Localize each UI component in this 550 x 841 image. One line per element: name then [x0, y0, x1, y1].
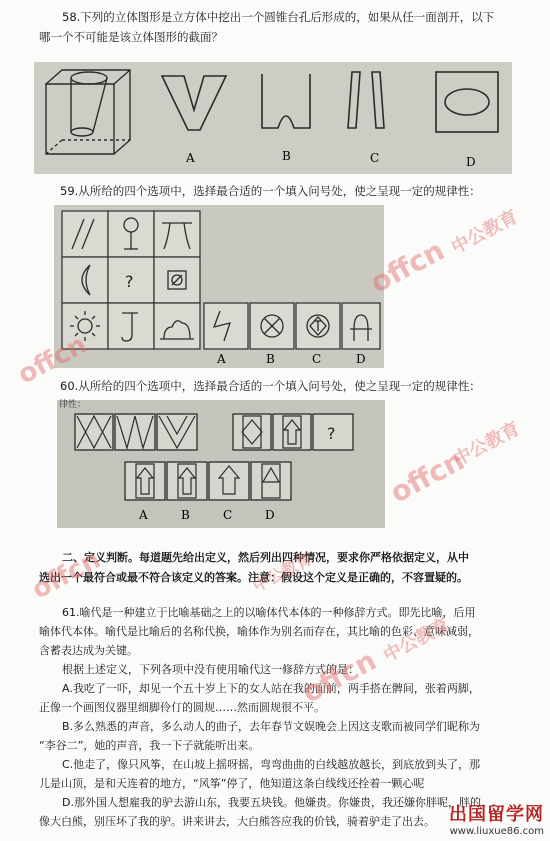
watermark-offcn: offcn — [296, 643, 382, 710]
site-logo[interactable] — [449, 800, 544, 837]
cube-with-hole-drawing — [46, 70, 130, 154]
watermark-brand: 中公教育 — [447, 206, 522, 259]
q61-option-d-line2: 像大白熊，别压坏了我的驴。讲来讲去，大白熊答应我的价钱，骑着驴走了出去。 — [39, 815, 435, 828]
q61-p1-line1: 61.喻代是一种建立于比喻基础之上的以喻体代本体的一种修辞方式。即先比喻，后用 — [62, 606, 476, 619]
watermark-offcn: offcn — [13, 329, 92, 391]
q61-option-d-line1: D.那外国人想雇我的驴去游山东，我要五块钱。他嫌贵。你嫌贵，我还嫌你胖呢，胖的 — [62, 796, 481, 809]
q59-option-a-label: A — [217, 352, 226, 366]
q61-option-c-line1: C.他走了，像只风筝，在山坡上摇呀摇，弯弯曲曲的白线越放越长，到底放到头了，那 — [62, 758, 481, 771]
watermark-brand: 中公教育 — [449, 418, 524, 471]
option-c-shape — [348, 72, 384, 128]
q60-option-b-label: B — [181, 508, 190, 522]
q60-option-a-label: A — [139, 508, 148, 522]
watermark-brand: 中公教育 — [379, 614, 454, 667]
q61-option-b-line2: “李谷二”，她的声音，我一下子就能听出来。 — [39, 739, 260, 752]
option-b-shape — [262, 74, 310, 128]
watermark-offcn: offcn — [27, 544, 106, 606]
watermark-offcn: offcn — [384, 443, 470, 510]
q59-option-c-label: C — [312, 352, 322, 366]
q61-p1-line3: 含蓄表达成为关键。 — [39, 644, 138, 657]
q58-text-line1: 58.下列的立体图形是立方体中挖出一个圆锥台孔后形成的，如果从任一面剖开，以下 — [62, 10, 495, 24]
q58-diagram — [34, 62, 512, 174]
section2-line1: 二、定义判断。每道题先给出定义，然后列出四种情况，要求你严格依据定义，从中 — [62, 551, 469, 564]
q59-diagram — [54, 205, 384, 368]
q58-option-b-label: B — [282, 149, 291, 163]
q61-prompt: 根据上述定义，下列各项中没有使用喻代这一修辞方式的是： — [62, 663, 359, 676]
site-name: 出国留学网 — [449, 804, 544, 825]
q60-text: 60.从所给的四个选项中，选择最合适的一个填入问号处，使之呈现一定的规律性： — [60, 379, 481, 393]
q59-figure — [54, 205, 384, 368]
q58-option-a-label: A — [186, 151, 195, 165]
q58-option-d-label: D — [466, 155, 476, 169]
q59-text: 59.从所给的四个选项中，选择最合适的一个填入问号处，使之呈现一定的规律性： — [60, 184, 481, 198]
q59-question-mark: ? — [125, 272, 134, 291]
watermark-offcn: offcn — [364, 233, 450, 300]
q60-option-c-label: C — [223, 508, 233, 522]
q59-option-d-label: D — [356, 352, 366, 366]
q58-figure — [34, 62, 512, 174]
q60-question-mark: ? — [327, 424, 336, 443]
q60-diagram — [57, 400, 385, 528]
q60-figure — [57, 400, 385, 528]
q61-option-c-line2: 儿是山顶，是和天连着的地方，“风筝”停了，他知道这条白线线还拴着一颗心呢 — [39, 777, 425, 790]
q61-option-a-line2: 正像一个画图仪器里细脚伶仃的圆规……然而圆规很不平。 — [39, 701, 325, 714]
site-url: www.liuxue86.com — [449, 826, 544, 837]
q61-p1-line2: 喻体代本体。喻代是比喻后的名称代换，喻体作为别名而存在，其比喻的色彩、意味减弱， — [39, 625, 479, 638]
q60-cut-text: 律性： — [59, 400, 87, 410]
section2-line2: 选出一个最符合或最不符合该定义的答案。注意：假设这个定义是正确的，不容置疑的。 — [39, 571, 468, 584]
q60-option-d-label: D — [265, 508, 275, 522]
q58-text-line2: 哪一个不可能是该立体图形的截面？ — [39, 30, 223, 44]
option-d-shape — [436, 72, 498, 132]
q61-option-b-line1: B.多么熟悉的声音，多么动人的曲子，去年春节文娱晚会上因这支歌而被同学们昵称为 — [62, 720, 481, 733]
q61-option-a-line1: A.我吃了一吓，却见一个五十岁上下的女人站在我的面前，两手搭在髀间，张着两脚， — [62, 682, 480, 695]
watermark-brand: 中公教育 — [249, 548, 316, 596]
q58-option-c-label: C — [370, 151, 380, 165]
option-a-shape — [162, 76, 226, 130]
q59-option-b-label: B — [266, 352, 275, 366]
